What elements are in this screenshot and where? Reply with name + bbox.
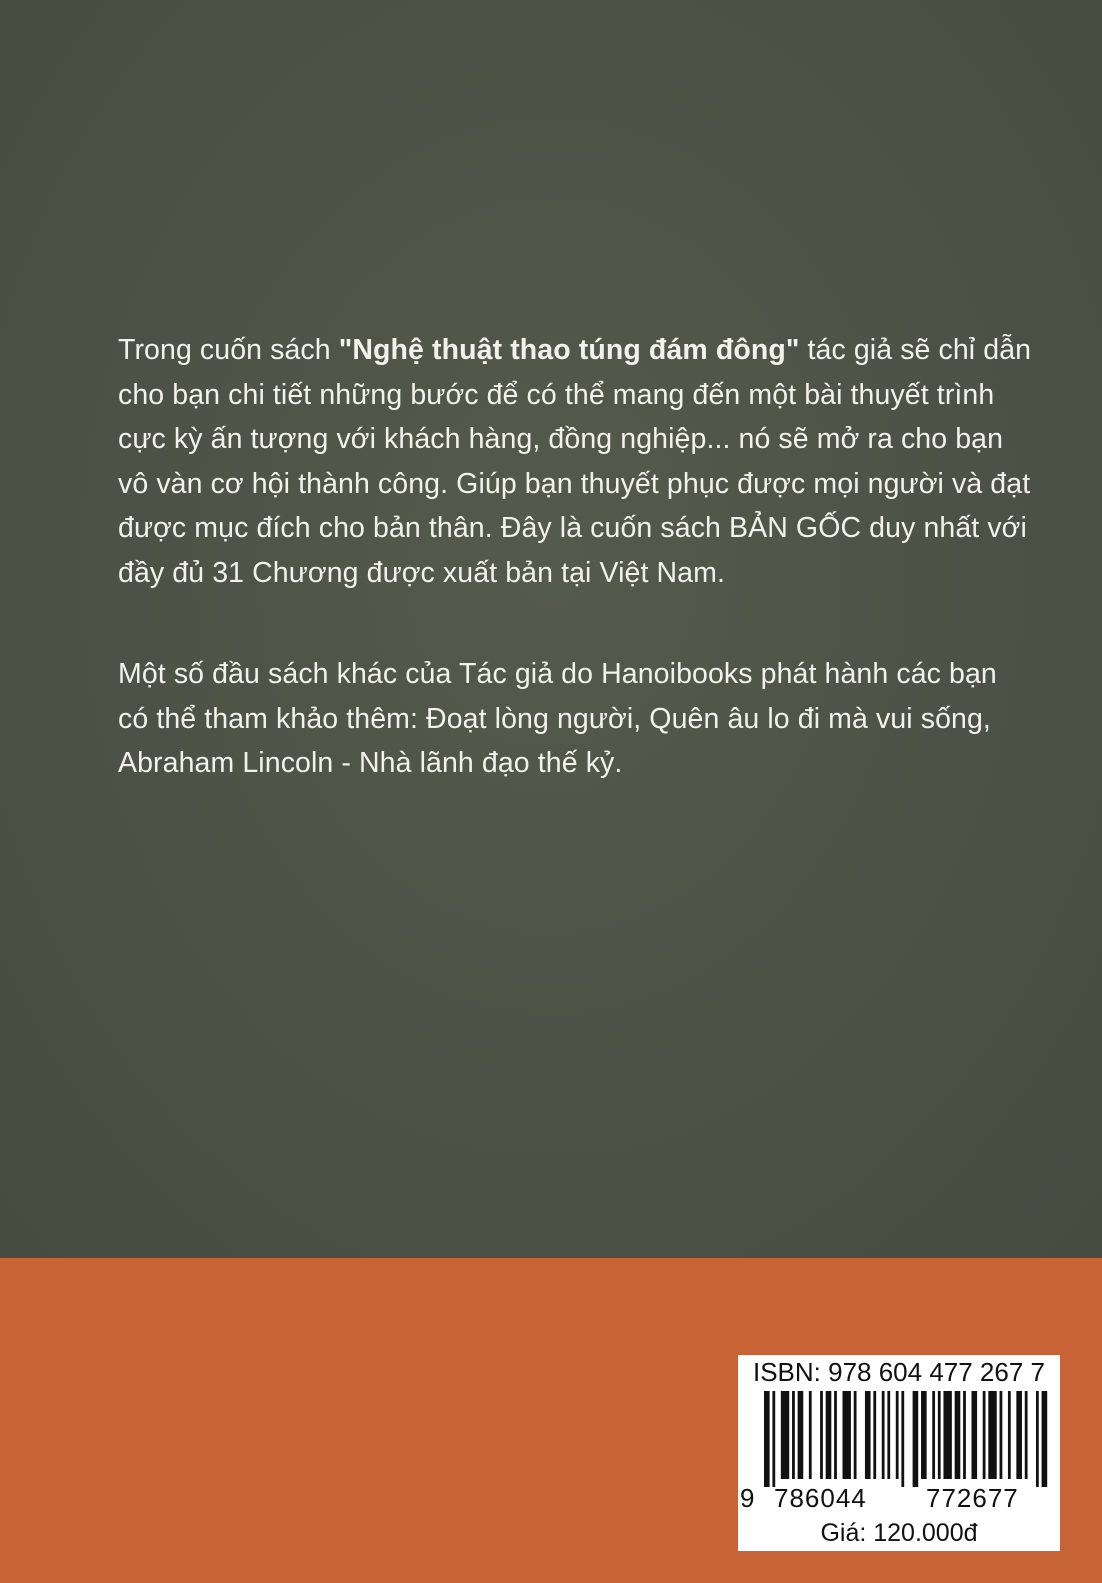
blurb-line: cực kỳ ấn tượng với khách hàng, đồng nghiệp... nó sẽ mở ra cho bạn <box>118 423 1004 455</box>
barcode-bar <box>943 1391 951 1479</box>
isbn-number: ISBN: 978 604 477 267 7 <box>752 1357 1045 1387</box>
barcode-lead-digit: 9 <box>740 1483 755 1513</box>
blurb-paragraph-1 <box>118 328 1032 595</box>
barcode-bar <box>772 1391 775 1487</box>
blurb-line: đầy đủ 31 Chương được xuất bản tại Việt Nam. <box>118 556 725 589</box>
barcode-bars <box>764 1391 1050 1487</box>
barcode-bar <box>854 1391 857 1479</box>
barcode-bar <box>826 1391 832 1479</box>
barcode-bar <box>781 1391 789 1479</box>
barcode-bar <box>764 1391 770 1487</box>
barcode-bar <box>1016 1391 1022 1479</box>
barcode-bar <box>1025 1391 1028 1479</box>
barcode-bar <box>882 1391 885 1479</box>
barcode-bar <box>955 1391 961 1479</box>
barcode-bar <box>798 1391 804 1479</box>
barcode-bar <box>865 1391 871 1479</box>
price-label: Giá: 120.000đ <box>820 1519 978 1547</box>
barcode-bar <box>1042 1391 1048 1487</box>
barcode-bar <box>1036 1391 1039 1487</box>
blurb-line: cho bạn chi tiết những bước để có thể mang đến một bài thuyết trình <box>118 378 995 411</box>
barcode-bar <box>988 1391 996 1479</box>
barcode-bar <box>873 1391 876 1479</box>
barcode-bar <box>913 1391 919 1487</box>
barcode-bar <box>887 1391 890 1479</box>
barcode-bar <box>792 1391 795 1479</box>
barcode-bar <box>1008 1391 1011 1479</box>
blurb-line: vô vàn cơ hội thành công. Giúp bạn thuyết phục được mọi người và đạt <box>118 467 1031 500</box>
blurb-lead-text: Trong cuốn sách <box>118 334 339 366</box>
blurb-line: có thể tham khảo thêm: Đoạt lòng người, Quên âu lo đi mà vui sống, <box>118 702 991 735</box>
barcode-bar <box>1000 1391 1003 1479</box>
blurb-line <box>118 328 1032 373</box>
barcode-right-digits: 772677 <box>926 1483 1019 1513</box>
blurb-line: Abraham Lincoln - Nhà lãnh đạo thế kỷ. <box>118 747 623 779</box>
isbn-barcode-label <box>738 1355 1060 1551</box>
barcode-bar <box>809 1391 812 1479</box>
barcode-bar <box>938 1391 941 1479</box>
blurb-paragraph-2 <box>118 652 1018 786</box>
barcode-bar <box>896 1391 899 1479</box>
barcode-digits <box>738 1483 1060 1515</box>
blurb-line-rest: tác giả sẽ chỉ dẫn <box>799 334 1032 366</box>
barcode-left-digits: 786044 <box>774 1483 867 1513</box>
barcode-bar <box>843 1391 851 1479</box>
book-title-bold: "Nghệ thuật thao túng đám đông" <box>338 334 800 366</box>
barcode-bar <box>820 1391 823 1479</box>
barcode-bar <box>983 1391 986 1479</box>
blurb-line: Một số đầu sách khác của Tác giả do Hanoibooks phát hành các bạn <box>118 658 997 690</box>
barcode-bar <box>932 1391 935 1479</box>
barcode-bar <box>921 1391 927 1479</box>
barcode-bar <box>901 1391 904 1487</box>
barcode-bar <box>971 1391 977 1479</box>
barcode-bar <box>834 1391 837 1479</box>
blurb-line: được mục đích cho bản thân. Đây là cuốn sách BẢN GỐC duy nhất với <box>118 512 1027 544</box>
barcode-bar <box>963 1391 966 1479</box>
